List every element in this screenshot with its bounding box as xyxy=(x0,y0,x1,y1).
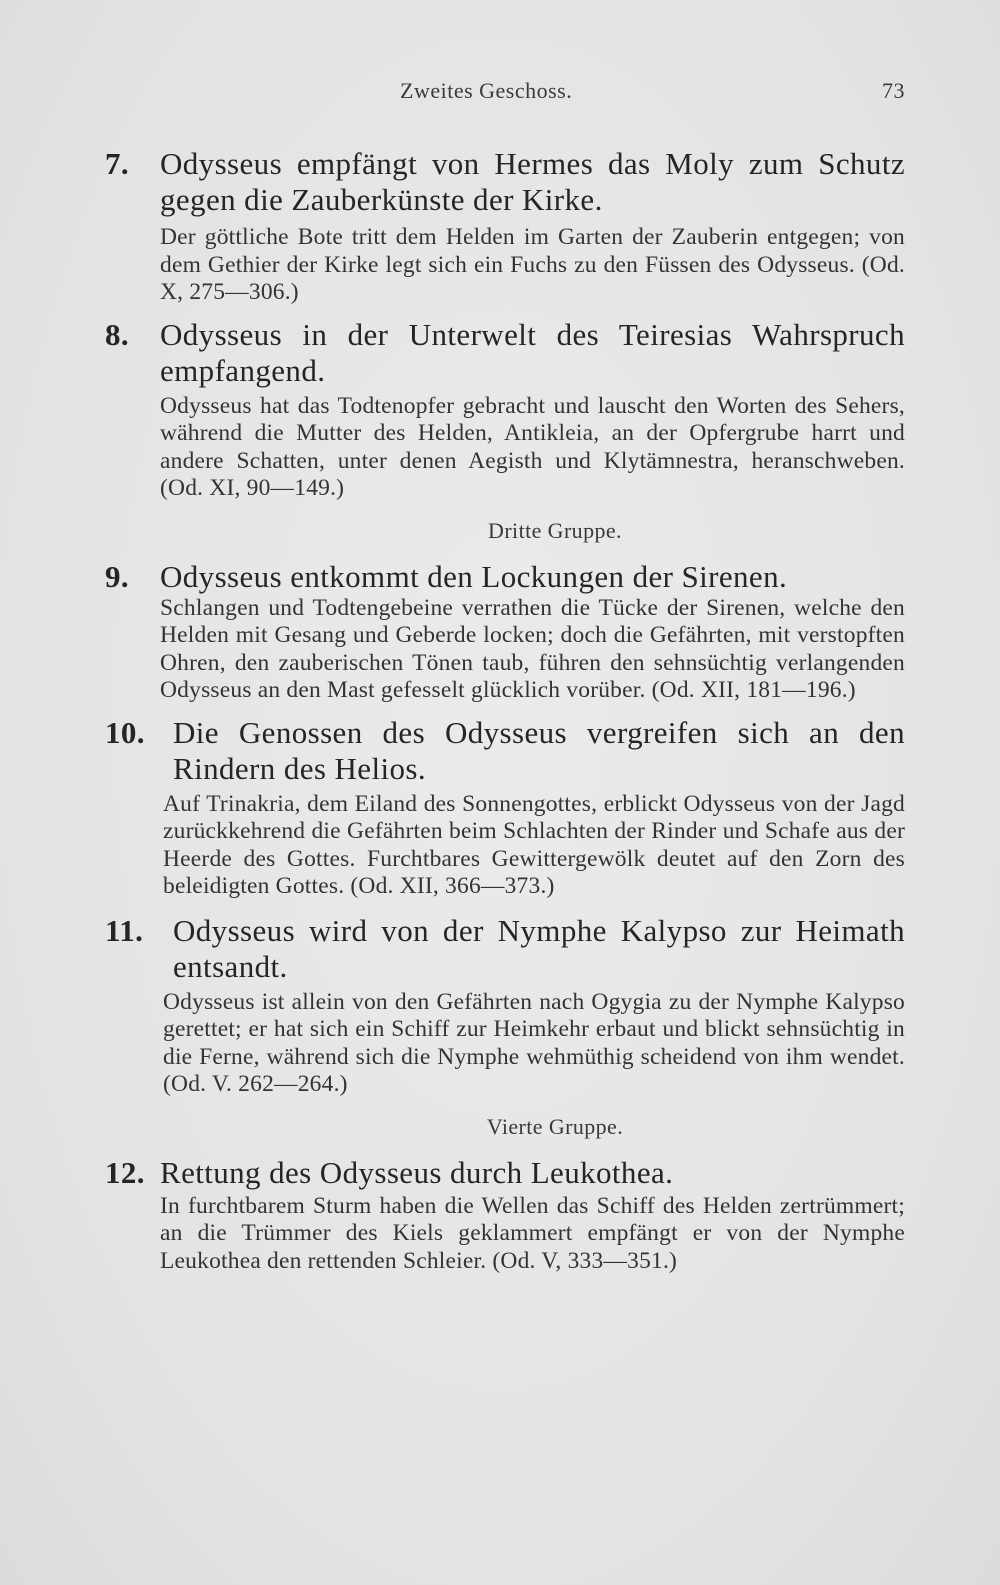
entry-9 xyxy=(105,559,905,705)
entry-number: 9. xyxy=(105,558,130,594)
entry-number: 7. xyxy=(105,146,130,181)
group-heading-third: Dritte Gruppe. xyxy=(488,517,622,543)
entry-body: Der göttliche Bote tritt dem Helden im Garten der Zauberin entgegen; von dem Gethier der Kirke legt sich ein Fuchs zu den Füssen des Odysseus. (Od. X, 275—306.) xyxy=(160,224,905,305)
entry-11 xyxy=(105,913,905,1099)
entry-body: Schlangen und Todtengebeine verrathen die Tücke der Sirenen, welche den Helden mit Gesang und Geberde locken; doch die Gefährten, mit verstopften Ohren, den zauberischen Tönen taub, führen den sehnsüchtig verlangenden Odysseus an den Mast gefesselt glücklich vorüber. (Od. XII, 181—196.) xyxy=(160,594,905,703)
entry-title xyxy=(105,715,905,787)
entry-title xyxy=(105,1155,905,1191)
entry-number: 12. xyxy=(105,1154,145,1190)
entry-title-text: Odysseus empfängt von Hermes das Moly zum Schutz gegen die Zauberkünste der Kirke. xyxy=(160,146,905,217)
entry-title-text: Rettung des Odysseus durch Leukothea. xyxy=(160,1154,674,1190)
entry-8 xyxy=(105,317,905,503)
entry-number: 11. xyxy=(105,912,144,948)
entry-title-text: Odysseus in der Unterwelt des Teiresias Wahrspruch empfangend. xyxy=(160,316,905,388)
entry-title-text: Odysseus wird von der Nymphe Kalypso zur Heimath entsandt. xyxy=(173,912,905,984)
entry-title-text: Die Genossen des Odysseus vergreifen sich an den Rindern des Helios. xyxy=(173,714,905,786)
page-content xyxy=(105,140,905,1275)
page-number: 73 xyxy=(882,78,905,103)
entry-12 xyxy=(105,1155,905,1276)
entry-number: 10. xyxy=(105,714,145,750)
entry-title xyxy=(105,146,905,218)
entry-number: 8. xyxy=(105,316,130,352)
entry-10 xyxy=(105,715,905,901)
entry-body: In furchtbarem Sturm haben die Wellen das Schiff des Helden zertrümmert; an die Trümmer des Kiels geklammert empfängt er von der Nymphe Leukothea den rettenden Schleier. (Od. V, 333—351.) xyxy=(160,1192,905,1274)
entry-body: Odysseus ist allein von den Gefährten nach Ogygia zu der Nymphe Kalypso gerettet; er hat sich ein Schiff zur Heimkehr erbaut und blickt sehnsüchtig in die Ferne, während sich die Nymphe wehmüthig scheidend von ihm wendet. (Od. V. 262—264.) xyxy=(163,988,905,1097)
running-head xyxy=(160,78,905,108)
group-heading-fourth: Vierte Gruppe. xyxy=(486,1113,624,1139)
entry-body: Auf Trinakria, dem Eiland des Sonnengottes, erblickt Odysseus von der Jagd zurückkehrend die Gefährten beim Schlachten der Rinder und Schafe aus der Heerde des Gottes. Furchtbares Gewittergewölk deutet auf den Zorn des beleidigten Gottes. (Od. XII, 366—373.) xyxy=(163,790,905,899)
entry-title xyxy=(105,317,905,389)
entry-title xyxy=(105,559,905,595)
entry-title xyxy=(105,913,905,985)
entry-title-text: Odysseus entkommt den Lockungen der Sirenen. xyxy=(160,558,788,594)
running-head-title: Zweites Geschoss. xyxy=(400,78,573,103)
entry-7 xyxy=(105,146,905,307)
entry-body: Odysseus hat das Todtenopfer gebracht und lauscht den Worten des Sehers, während die Mutter des Helden, Antikleia, an der Opfergrube harrt und andere Schatten, unter denen Aegisth und Klytämnestra, heranschweben. (Od. XI, 90—149.) xyxy=(160,392,905,501)
